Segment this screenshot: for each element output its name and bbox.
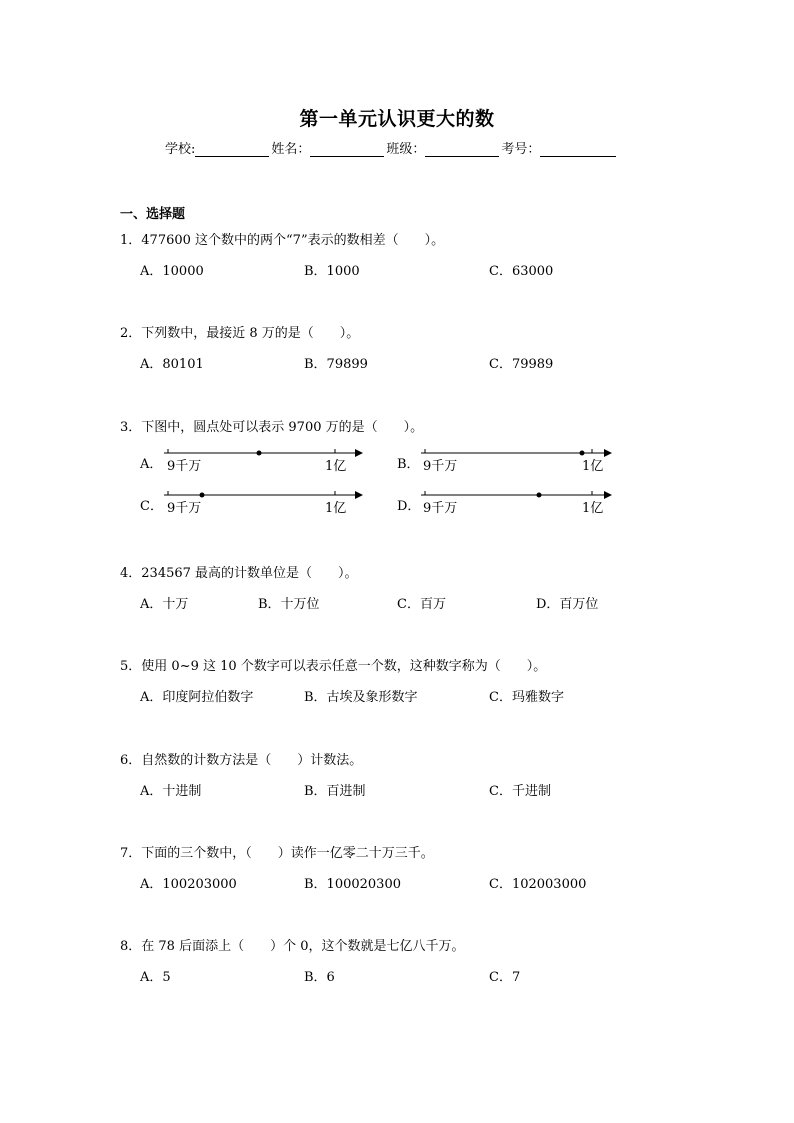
option-a[interactable]: A．十进制 [140,784,202,799]
line-start-label: 9千万 [167,459,202,474]
question-stem: 6．自然数的计数方法是（ ）计数法。 [120,753,363,768]
option-d[interactable]: D． [397,499,421,514]
option-c[interactable]: C．79989 [489,357,554,372]
option-b[interactable]: B．6 [304,970,335,985]
line-start-label: 9千万 [423,459,458,474]
option-a[interactable]: A．100203000 [140,877,237,892]
marked-dot [257,451,262,456]
class-label: 班级： [386,142,426,157]
option-b[interactable]: B． [397,457,420,472]
option-a[interactable]: A．80101 [140,357,204,372]
option-b[interactable]: B．1000 [304,264,360,279]
option-c[interactable]: C．玛雅数字 [489,690,564,705]
option-b[interactable]: B．100020300 [304,877,401,892]
line-start-label: 9千万 [167,501,202,516]
line-end-label: 1亿 [325,459,347,474]
line-end-label: 1亿 [325,501,347,516]
line-end-label: 1亿 [582,501,604,516]
question-stem: 7．下面的三个数中，（ ）读作一亿零二十万三千。 [120,846,434,861]
question-stem: 2．下列数中，最接近 8 万的是（ ）。 [120,326,360,341]
option-b[interactable]: B．十万位 [258,597,320,612]
question-stem: 8．在 78 后面添上（ ）个 0，这个数就是七亿八千万。 [120,939,465,954]
exam-no-label: 考号： [501,142,541,157]
question-stem: 4．234567 最高的计数单位是（ ）。 [120,566,358,581]
option-c[interactable]: C．7 [489,970,521,985]
option-b[interactable]: B．古埃及象形数字 [304,690,418,705]
option-c[interactable]: C．102003000 [489,877,587,892]
page-title: 第一单元认识更大的数 [299,108,495,130]
option-a[interactable]: A．5 [140,970,171,985]
exam-no-blank[interactable] [540,142,616,157]
option-c[interactable]: C． [140,499,163,514]
student-info-line [165,138,618,157]
option-a[interactable]: A．10000 [140,264,204,279]
section-heading: 一、选择题 [120,207,186,222]
option-a[interactable]: A． [140,457,163,472]
school-blank[interactable] [195,142,269,157]
option-a[interactable]: A．十万 [140,597,189,612]
option-c[interactable]: C．63000 [489,264,554,279]
question-stem: 3．下图中，圆点处可以表示 9700 万的是（ ）。 [120,420,424,435]
option-c[interactable]: C．千进制 [489,784,551,799]
name-blank[interactable] [310,142,384,157]
option-a[interactable]: A．印度阿拉伯数字 [140,690,254,705]
school-label: 学校: [165,142,196,157]
line-end-label: 1亿 [582,459,604,474]
option-b[interactable]: B．79899 [304,357,368,372]
question-stem: 1．477600 这个数中的两个“7”表示的数相差（ ）。 [120,233,445,248]
option-d[interactable]: D．百万位 [536,597,599,612]
class-blank[interactable] [425,142,499,157]
option-b[interactable]: B．百进制 [304,784,366,799]
marked-dot [537,493,542,498]
option-c[interactable]: C．百万 [397,597,446,612]
question-stem: 5．使用 0~9 这 10 个数字可以表示任意一个数，这种数字称为（ ）。 [120,659,547,674]
name-label: 姓名： [271,142,311,157]
line-start-label: 9千万 [423,501,458,516]
